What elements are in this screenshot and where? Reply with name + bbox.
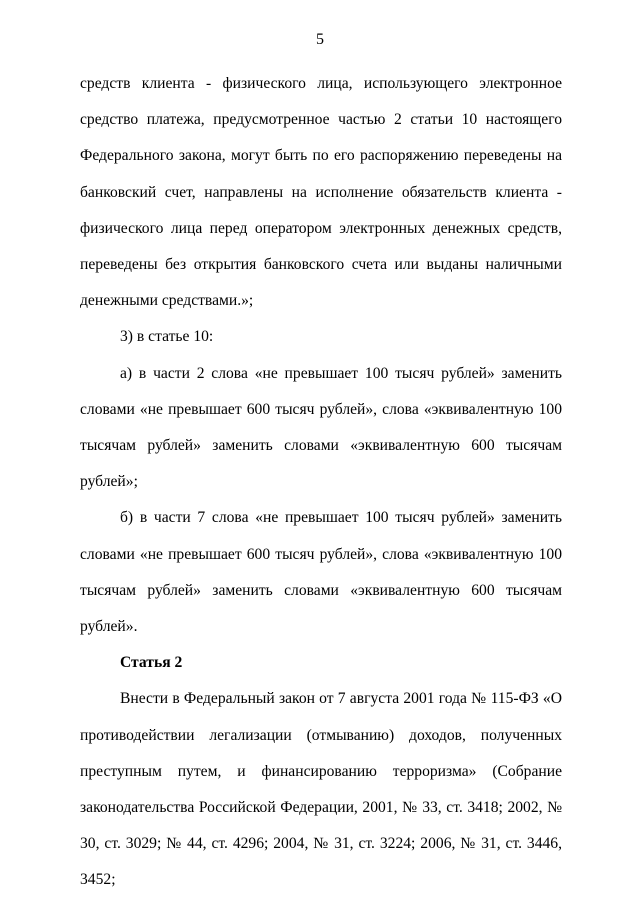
paragraph-item-3b: б) в части 7 слова «не превышает 100 тысяч рублей» заменить словами «не превышает 600 тысяч рублей», слова «эквивалентную 100 тысячам рублей» заменить словами «эквивалентную 600 тысячам рублей». bbox=[80, 509, 562, 636]
paragraph-continuation: средств клиента - физического лица, использующего электронное средство платежа, предусмотренное частью 2 статьи 10 настоящего Федерального закона, могут быть по его распоряжению переведены на банковский счет, направлены на исполнение обязательств клиента - физического лица перед оператором электронных денежных средств, переведены без открытия банковского счета или выданы наличными денежными средствами.»; bbox=[80, 75, 562, 310]
article-heading: Статья 2 bbox=[120, 654, 183, 672]
paragraph-item-3a: а) в части 2 слова «не превышает 100 тысяч рублей» заменить словами «не превышает 600 тысяч рублей», слова «эквивалентную 100 тысячам рублей» заменить словами «эквивалентную 600 тысячам рублей»; bbox=[80, 364, 562, 491]
paragraph-item-3: 3) в статье 10: bbox=[120, 328, 214, 346]
document-body bbox=[80, 66, 562, 899]
article-paragraph: Внести в Федеральный закон от 7 августа 2001 года № 115-ФЗ «О противодействии легализации (отмыванию) доходов, полученных преступным путем, и финансированию терроризма» (Собрание законодательства Российской Федерации, 2001, № 33, ст. 3418; 2002, № 30, ст. 3029; № 44, ст. 4296; 2004, № 31, ст. 3224; 2006, № 31, ст. 3446, 3452; bbox=[80, 690, 562, 889]
page-number: 5 bbox=[316, 31, 324, 48]
